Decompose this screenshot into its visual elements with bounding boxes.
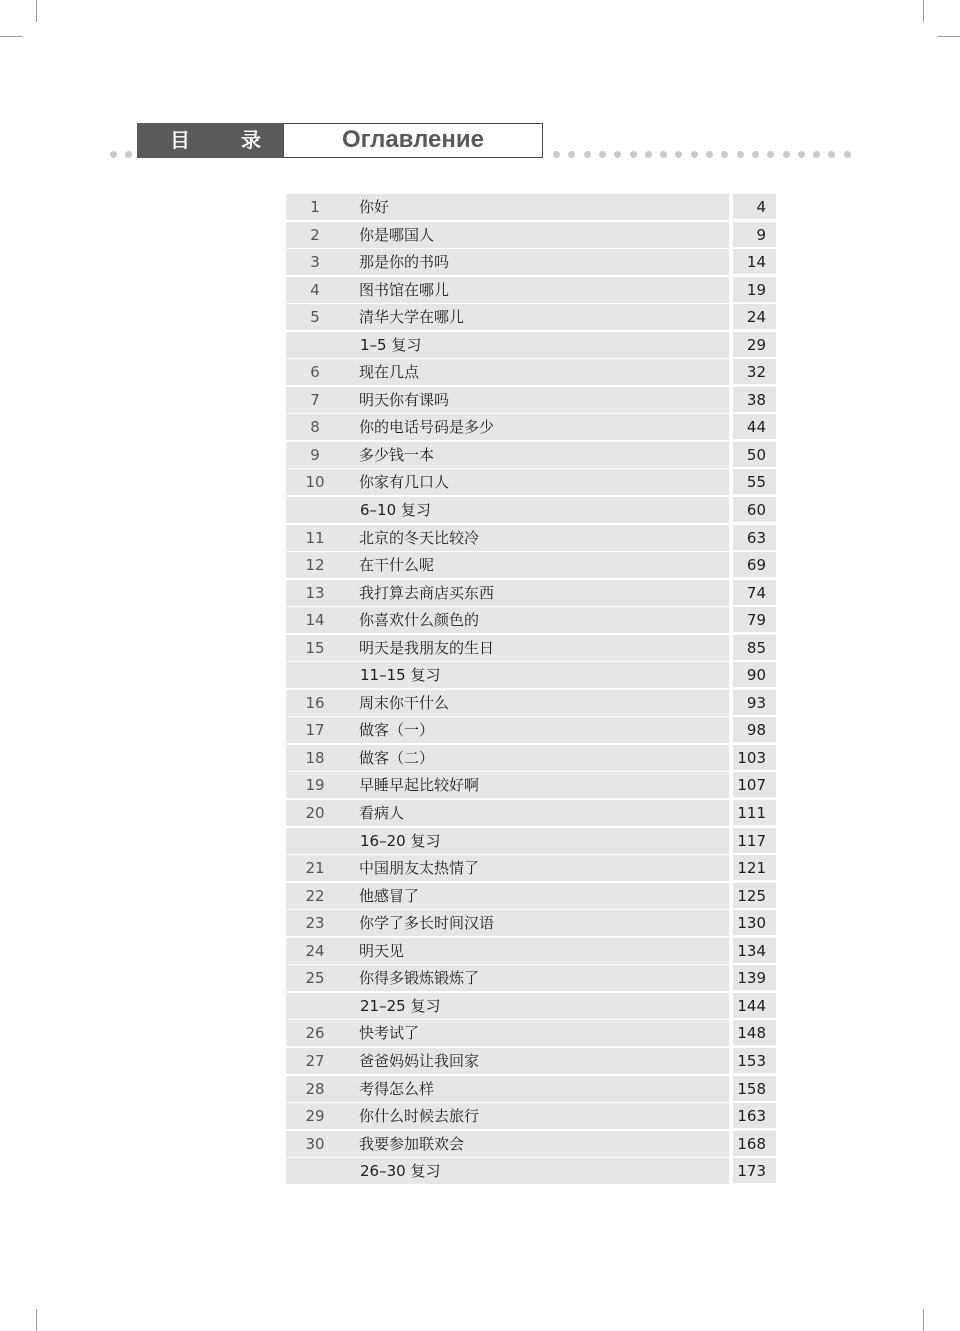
toc-row [286, 579, 776, 607]
lesson-title: 做客（一） [359, 721, 435, 740]
toc-title-russian: Оглавление [283, 123, 543, 158]
toc-row-band [286, 551, 729, 578]
lesson-number: 16 [305, 693, 325, 712]
lesson-number: 12 [305, 556, 325, 575]
lesson-title: 我打算去商店买东西 [359, 583, 495, 602]
lesson-title: 北京的冬天比较冷 [359, 528, 480, 547]
page-number: 98 [733, 716, 776, 742]
page-number: 148 [733, 1019, 776, 1045]
toc-row [286, 358, 776, 386]
toc-row-band [286, 358, 729, 385]
toc-row [286, 551, 776, 579]
page-number: 44 [733, 413, 776, 439]
decorative-dots-left [110, 151, 136, 159]
toc-row-band [286, 441, 729, 468]
lesson-title: 明天是我朋友的生日 [359, 638, 495, 657]
lesson-number: 11 [305, 528, 325, 547]
toc-row-band [286, 827, 729, 854]
page-number: 55 [733, 468, 776, 494]
toc-row-band [286, 1047, 729, 1074]
toc-row-band [286, 799, 729, 826]
page-number: 93 [733, 689, 776, 715]
toc-row-band [286, 386, 729, 413]
lesson-number: 8 [310, 418, 320, 437]
lesson-title: 你的电话号码是多少 [359, 418, 495, 437]
page-number: 74 [733, 579, 776, 605]
toc-row-band [286, 854, 729, 881]
page-number: 107 [733, 771, 776, 797]
toc-review-row [286, 661, 776, 689]
lesson-title: 你好 [359, 198, 390, 216]
lesson-number: 5 [310, 308, 320, 327]
toc-row [286, 1075, 776, 1103]
toc-row [286, 193, 776, 221]
lesson-title: 11–15 复习 [360, 666, 441, 685]
lesson-number: 15 [305, 638, 325, 657]
crop-mark [938, 36, 960, 37]
toc-row-band [286, 1102, 729, 1129]
toc-row [286, 771, 776, 799]
page-number: 63 [733, 524, 776, 550]
toc-row [286, 854, 776, 882]
page-number: 38 [733, 386, 776, 412]
lesson-number: 1 [310, 198, 320, 216]
lesson-number: 23 [305, 914, 325, 933]
toc-row [286, 716, 776, 744]
lesson-title: 早睡早起比较好啊 [359, 776, 480, 795]
lesson-title: 多少钱一本 [359, 445, 435, 464]
lesson-title: 周末你干什么 [359, 693, 450, 712]
toc-review-row [286, 827, 776, 855]
page-number: 158 [733, 1075, 776, 1101]
lesson-title: 考得怎么样 [359, 1079, 435, 1098]
lesson-number: 24 [305, 941, 325, 960]
toc-row [286, 937, 776, 965]
lesson-title: 那是你的书吗 [359, 253, 450, 272]
lesson-number: 3 [310, 253, 320, 272]
toc-row [286, 1019, 776, 1047]
page-number: 50 [733, 441, 776, 467]
toc-row-band [286, 882, 729, 909]
toc-row [286, 386, 776, 414]
toc-row [286, 468, 776, 496]
page-number: 139 [733, 964, 776, 990]
lesson-title: 在干什么呢 [359, 556, 435, 575]
toc-row [286, 1047, 776, 1075]
toc-row-band [286, 579, 729, 606]
toc-row-band [286, 303, 729, 330]
page-number: 9 [733, 221, 776, 247]
toc-row-band [286, 248, 729, 275]
toc-review-row [286, 992, 776, 1020]
toc-row-band [286, 524, 729, 551]
lesson-title: 快考试了 [359, 1024, 420, 1043]
toc-row-band [286, 744, 729, 771]
toc-row [286, 221, 776, 249]
lesson-number: 9 [310, 445, 320, 464]
lesson-title: 21–25 复习 [360, 996, 441, 1015]
crop-mark [923, 1309, 924, 1331]
lesson-title: 做客（二） [359, 748, 435, 767]
lesson-number: 4 [310, 280, 320, 299]
toc-row-band [286, 221, 729, 248]
lesson-number: 22 [305, 886, 325, 905]
page-number: 29 [733, 331, 776, 357]
toc-row [286, 248, 776, 276]
lesson-number: 29 [305, 1107, 325, 1126]
toc-row-band [286, 1130, 729, 1157]
page-number: 60 [733, 496, 776, 522]
toc-row [286, 441, 776, 469]
toc-row-band [286, 964, 729, 991]
lesson-number: 13 [305, 583, 325, 602]
lesson-title: 你喜欢什么颜色的 [359, 611, 480, 630]
toc-row [286, 1130, 776, 1158]
crop-mark [36, 0, 37, 22]
toc-row [286, 909, 776, 937]
page-number: 121 [733, 854, 776, 880]
page-number: 90 [733, 661, 776, 687]
lesson-number: 10 [305, 473, 325, 492]
lesson-title: 26–30 复习 [360, 1162, 441, 1181]
table-of-contents [286, 193, 776, 1185]
toc-row [286, 524, 776, 552]
toc-row [286, 964, 776, 992]
lesson-number: 7 [310, 390, 320, 409]
toc-row [286, 606, 776, 634]
lesson-title: 中国朋友太热情了 [359, 859, 480, 878]
lesson-title: 看病人 [359, 804, 405, 823]
lesson-number: 25 [305, 969, 325, 988]
toc-row [286, 744, 776, 772]
page-number: 85 [733, 634, 776, 660]
toc-row-band [286, 413, 729, 440]
lesson-title: 6–10 复习 [360, 501, 431, 520]
toc-row [286, 689, 776, 717]
toc-review-row [286, 1157, 776, 1185]
lesson-number: 2 [310, 225, 320, 244]
lesson-number: 30 [305, 1134, 325, 1153]
toc-row-band [286, 992, 729, 1019]
page-number: 79 [733, 606, 776, 632]
toc-title-chinese: 目 录 [137, 123, 283, 158]
crop-mark [923, 0, 924, 22]
decorative-dots-right [553, 151, 853, 159]
page-number: 4 [733, 193, 776, 219]
page-number: 117 [733, 827, 776, 853]
lesson-title: 清华大学在哪儿 [359, 308, 465, 327]
lesson-number: 27 [305, 1051, 325, 1070]
toc-review-row [286, 331, 776, 359]
page-number: 32 [733, 358, 776, 384]
lesson-title: 我要参加联欢会 [359, 1134, 465, 1153]
page-number: 173 [733, 1157, 776, 1183]
page-number: 19 [733, 276, 776, 302]
lesson-title: 你是哪国人 [359, 225, 435, 244]
lesson-title: 你什么时候去旅行 [359, 1107, 480, 1126]
crop-mark [0, 36, 22, 37]
lesson-title: 你学了多长时间汉语 [359, 914, 495, 933]
page-number: 69 [733, 551, 776, 577]
toc-row-band [286, 937, 729, 964]
toc-review-row [286, 496, 776, 524]
page-number: 125 [733, 882, 776, 908]
toc-row-band [286, 909, 729, 936]
page-number: 14 [733, 248, 776, 274]
crop-mark [36, 1309, 37, 1331]
lesson-title: 你得多锻炼锻炼了 [359, 969, 480, 988]
lesson-title: 图书馆在哪儿 [359, 280, 450, 299]
page-number: 153 [733, 1047, 776, 1073]
lesson-title: 明天见 [359, 941, 405, 960]
lesson-title: 1–5 复习 [360, 335, 422, 354]
toc-row-band [286, 606, 729, 633]
toc-row-band [286, 716, 729, 743]
lesson-title: 爸爸妈妈让我回家 [359, 1051, 480, 1070]
lesson-title: 明天你有课吗 [359, 390, 450, 409]
lesson-title: 他感冒了 [359, 886, 420, 905]
toc-row-band [286, 468, 729, 495]
toc-row-band [286, 1019, 729, 1046]
lesson-number: 21 [305, 859, 325, 878]
lesson-number: 6 [310, 363, 320, 382]
page-number: 134 [733, 937, 776, 963]
lesson-number: 17 [305, 721, 325, 740]
toc-row-band [286, 634, 729, 661]
page-number: 168 [733, 1130, 776, 1156]
toc-row-band [286, 193, 729, 220]
toc-row-band [286, 1157, 729, 1184]
toc-row-band [286, 331, 729, 358]
page-number: 103 [733, 744, 776, 770]
lesson-number: 20 [305, 804, 325, 823]
page-number: 111 [733, 799, 776, 825]
toc-row [286, 799, 776, 827]
page-number: 130 [733, 909, 776, 935]
page-number: 144 [733, 992, 776, 1018]
lesson-number: 26 [305, 1024, 325, 1043]
lesson-title: 你家有几口人 [359, 473, 450, 492]
toc-row-band [286, 276, 729, 303]
toc-row [286, 276, 776, 304]
lesson-number: 19 [305, 776, 325, 795]
toc-row-band [286, 496, 729, 523]
toc-row [286, 634, 776, 662]
lesson-number: 14 [305, 611, 325, 630]
toc-row [286, 882, 776, 910]
lesson-number: 28 [305, 1079, 325, 1098]
toc-row-band [286, 1075, 729, 1102]
toc-row [286, 1102, 776, 1130]
toc-row-band [286, 689, 729, 716]
toc-row-band [286, 771, 729, 798]
page-number: 163 [733, 1102, 776, 1128]
toc-row [286, 413, 776, 441]
lesson-title: 16–20 复习 [360, 831, 441, 850]
lesson-number: 18 [305, 748, 325, 767]
page-number: 24 [733, 303, 776, 329]
lesson-title: 现在几点 [359, 363, 420, 382]
toc-row-band [286, 661, 729, 688]
toc-row [286, 303, 776, 331]
